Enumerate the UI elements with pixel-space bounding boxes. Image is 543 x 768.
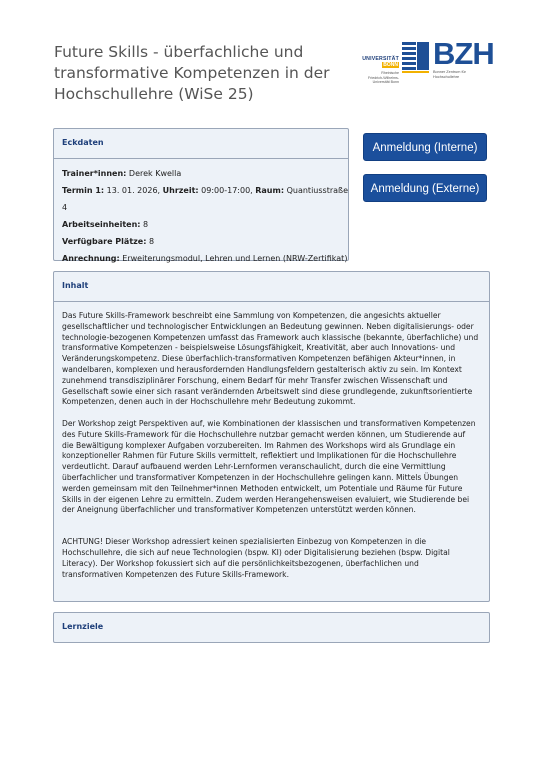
eckdaten-card bbox=[53, 128, 349, 261]
eckdaten-heading: Eckdaten bbox=[54, 129, 348, 159]
register-internal-button[interactable]: Anmeldung (Interne) bbox=[363, 133, 487, 161]
register-external-button[interactable]: Anmeldung (Externe) bbox=[363, 174, 487, 202]
plaetze-row: Verfügbare Plätze: 8 bbox=[62, 237, 155, 246]
header-logos bbox=[353, 36, 494, 90]
inhalt-body bbox=[54, 302, 489, 580]
arbeitseinheiten-row: Arbeitseinheiten: 8 bbox=[62, 220, 149, 229]
lernziele-heading: Lernziele bbox=[62, 622, 104, 631]
lernziele-card bbox=[53, 612, 490, 643]
page-title: Future Skills - überfachliche und transformative Kompetenzen in der Hochschullehre (WiSe 25) bbox=[54, 43, 330, 103]
termin-row: Termin 1: 13. 01. 2026, Uhrzeit: 09:00-17:00, Raum: Quantiusstraße 4 bbox=[62, 186, 348, 212]
anrechnung-row: Anrechnung: Erweiterungsmodul, Lehren und Lernen (NRW-Zertifikat) bbox=[62, 254, 348, 263]
eckdaten-body bbox=[54, 159, 348, 267]
bzh-logo: BZH bbox=[433, 36, 494, 71]
uni-bonn-wordmark bbox=[353, 56, 399, 68]
trainer-row: Trainer*innen: Derek Kwella bbox=[62, 169, 182, 178]
uni-bonn-subtitle: Rheinische Friedrich-Wilhelms-Universität Bonn bbox=[368, 71, 399, 84]
inhalt-card bbox=[53, 271, 490, 602]
inhalt-paragraph-2: Der Workshop zeigt Perspektiven auf, wie Kombinationen der klassischen und transformativen Kompetenzen des Future Skills-Framework für die Hochschullehre nutzbar gemacht werden können, um Studierende auf die Bewältigung komplexer Aufgaben vorzubereiten. Im Rahmen des Workshops wird als Grundlage ein konzeptioneller Rahmen für Future Skills vermittelt, reflektiert und Implikationen für die Hochschullehre verdeutlicht. Darauf aufbauend werden Lehr-Lernformen veranschaulicht, durch die eine Vermittlung überfachlicher und transformativer Kompetenzen in der Hochschullehre gelingen kann. Mittels Übungen werden gemeinsam mit den Teilnehmer*innen Methoden entwickelt, um Potentiale und Räume für Future Skills in der eigenen Lehre zu ermitteln. Zudem werden Herangehensweisen evaluiert, wie Studierende bei der Aneignung überfachlicher und transformativer Kompetenzen unterstützt werden können. bbox=[62, 418, 476, 515]
uni-bonn-logo-icon bbox=[402, 40, 430, 78]
inhalt-paragraph-3: ACHTUNG! Dieser Workshop adressiert keinen spezialisierten Einbezug von Kompetenzen in die Hochschullehre, die sich auf neue Technologien (bspw. KI) oder Digitalisierung beziehen (bspw. Digital Literacy). Der Workshop fokussiert sich auf die persönlichkeitsbezogenen, überfachlichen und transformativen Kompetenzen des Future Skills-Framework. bbox=[62, 537, 450, 579]
uni-bonn-label: BONN bbox=[383, 62, 398, 68]
uni-name: UNIVERSITÄT bbox=[362, 56, 399, 62]
inhalt-paragraph-1: Das Future Skills-Framework beschreibt eine Sammlung von Kompetenzen, die angesichts aktueller gesellschaftlicher und technologischer Entwicklungen an Bedeutung gewinnen. Neben digitalisierungs- oder technologie-bezogenen Kompetenzen umfasst das Framework auch klassische (bekannte, überfachliche) und transformative Kompetenzen - beispielsweise Lösungsfähigkeit, Kreativität, aber auch Innovations- und Veränderungskompetenz. Diese überfachlich-transformativen Kompetenzen befähigen Akteur*innen, in wandelbaren, komplexen und herausfordernden Handlungsfeldern gestalterisch aktiv zu sein. Im Kontext zunehmend transdisziplinärer Forschung, einem Bedarf für mehr Transfer zwischen Wissenschaft und Gesellschaft sowie einer sich rasant verändernden Arbeitswelt sind diese grundlegende, zukunftsorientierte Kompetenzen, denen auch in der Hochschullehre mehr Bedeutung zukommt. bbox=[62, 311, 479, 407]
bzh-subtitle: Bonner Zentrum für Hochschullehre bbox=[433, 70, 466, 79]
inhalt-heading: Inhalt bbox=[54, 272, 489, 302]
